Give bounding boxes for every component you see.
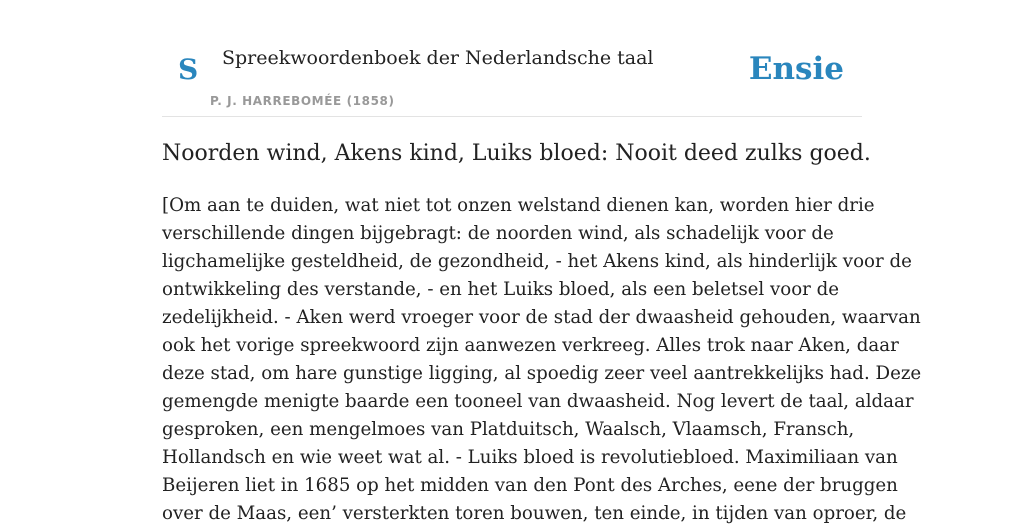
site-header <box>162 0 862 117</box>
ensie-logo[interactable]: Ensie <box>748 51 844 87</box>
entry-body-line: gesproken, een mengelmoes van Platduitsch, Waalsch, Vlaamsch, Fransch, <box>162 419 855 440</box>
entry-body-line: ligchamelijke gesteldheid, de gezondheid, - het Akens kind, als hinderlijk voor de <box>162 251 912 272</box>
entry-body-line: zedelijkheid. - Aken werd vroeger voor de stad der dwaasheid gehouden, waarvan <box>162 307 921 328</box>
entry-body-line: [Om aan te duiden, wat niet tot onzen welstand dienen kan, worden hier drie <box>162 195 875 216</box>
entry-body <box>162 192 922 528</box>
entry-body-line: ook het vorige spreekwoord zijn aanwezen verkreeg. Alles trok naar Aken, daar <box>162 335 899 356</box>
entry-title: Noorden wind, Akens kind, Luiks bloed: Nooit deed zulks goed. <box>162 141 871 166</box>
entry-body-line: verschillende dingen bijgebragt: de noorden wind, als schadelijk voor de <box>162 223 834 244</box>
book-logo[interactable]: S <box>178 53 199 86</box>
entry-body-line: Beijeren liet in 1685 op het midden van den Pont des Arches, eene der bruggen <box>162 475 898 496</box>
entry-body-line: gemengde menigte baarde een tooneel van dwaasheid. Nog levert de taal, aldaar <box>162 391 914 412</box>
book-author: P. J. HARREBOMÉE (1858) <box>210 94 395 108</box>
entry-body-line: deze stad, om hare gunstige ligging, al spoedig zeer veel aantrekkelijks had. Deze <box>162 363 922 384</box>
entry-body-line: Hollandsch en wie weet wat al. - Luiks bloed is revolutiebloed. Maximiliaan van <box>162 447 898 468</box>
entry-body-line: over de Maas, een’ versterkten toren bouwen, ten einde, in tijden van oproer, de <box>162 503 907 524</box>
book-title[interactable]: Spreekwoordenboek der Nederlandsche taal <box>222 47 654 69</box>
entry-body-line: ontwikkeling des verstande, - en het Luiks bloed, als een beletsel voor de <box>162 279 840 300</box>
